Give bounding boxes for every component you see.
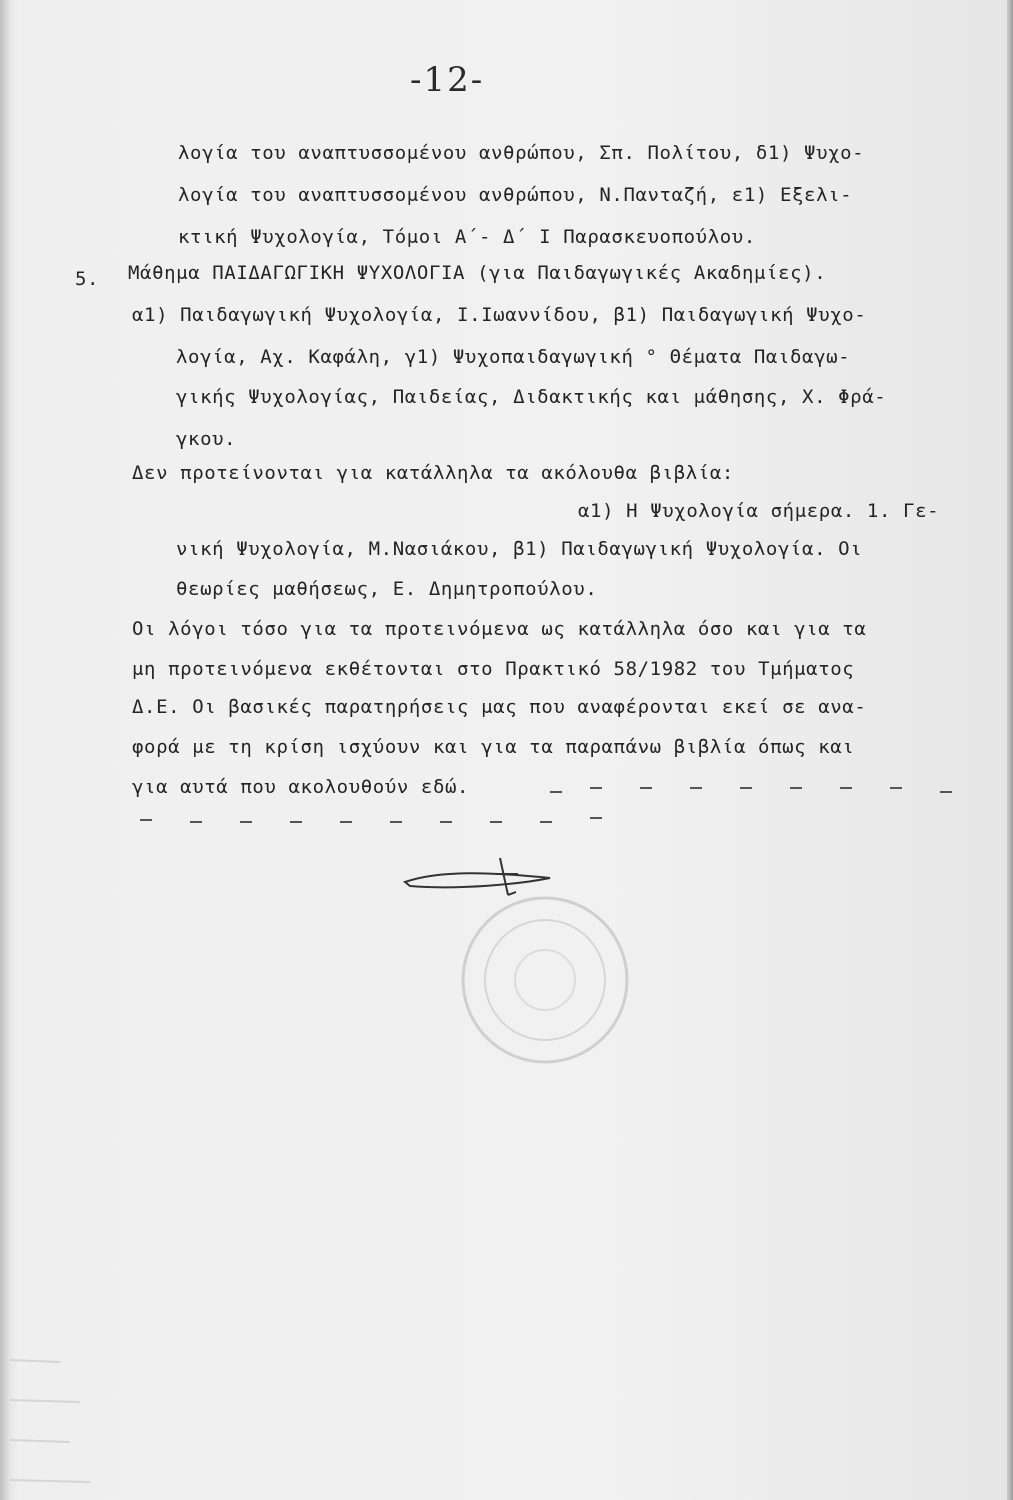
page-right-edge: [1007, 0, 1013, 1500]
text-line: Δ.Ε. Οι βασικές παρατηρήσεις μας που αναφέρονται εκεί σε ανα-: [132, 696, 867, 718]
text-line: κτική Ψυχολογία, Τόμοι Α΄- Δ΄ Ι Παρασκευοπούλου.: [178, 226, 756, 248]
text-line: γκου.: [176, 428, 237, 450]
page-number: -12-: [410, 60, 485, 100]
trailing-dashes: [130, 770, 990, 830]
text-line: Δεν προτείνονται για κατάλληλα τα ακόλουθα βιβλία:: [132, 462, 734, 484]
page-left-edge: [0, 0, 10, 1500]
text-line: μη προτεινόμενα εκθέτονται στο Πρακτικό 58/1982 του Τμήματος: [132, 658, 855, 680]
text-line: νική Ψυχολογία, Μ.Νασιάκου, β1) Παιδαγωγική Ψυχολογία. Οι: [176, 538, 863, 560]
text-line: Μάθημα ΠΑΙΔΑΓΩΓΙΚΗ ΨΥΧΟΛΟΓΙΑ (για Παιδαγωγικές Ακαδημίες).: [128, 262, 827, 284]
text-line: για αυτά που ακολουθούν εδώ.: [132, 776, 470, 798]
text-line: γικής Ψυχολογίας, Παιδείας, Διδακτικής και μάθησης, Χ. Φρά-: [176, 386, 887, 408]
text-line: φορά με τη κρίση ισχύουν και για τα παραπάνω βιβλία όπως και: [132, 736, 855, 758]
text-line: λογία του αναπτυσσομένου ανθρώπου, Σπ. Πολίτου, δ1) Ψυχο-: [178, 142, 865, 164]
text-line: α1) Παιδαγωγική Ψυχολογία, Ι.Ιωαννίδου, β1) Παιδαγωγική Ψυχο-: [132, 304, 867, 326]
text-line: θεωρίες μαθήσεως, Ε. Δημητροπούλου.: [176, 578, 598, 600]
stamp-seal: [455, 890, 635, 1070]
faint-marks: [0, 1340, 120, 1500]
text-line: λογία του αναπτυσσομένου ανθρώπου, Ν.Πανταζή, ε1) Εξελι-: [178, 184, 853, 206]
text-line: λογία, Αχ. Καφάλη, γ1) Ψυχοπαιδαγωγική ° Θέματα Παιδαγω-: [176, 346, 851, 368]
text-line: α1) Η Ψυχολογία σήμερα. 1. Γε-: [578, 500, 940, 522]
text-line: Οι λόγοι τόσο για τα προτεινόμενα ως κατάλληλα όσο και για τα: [132, 618, 867, 640]
item-number: 5.: [75, 268, 100, 290]
